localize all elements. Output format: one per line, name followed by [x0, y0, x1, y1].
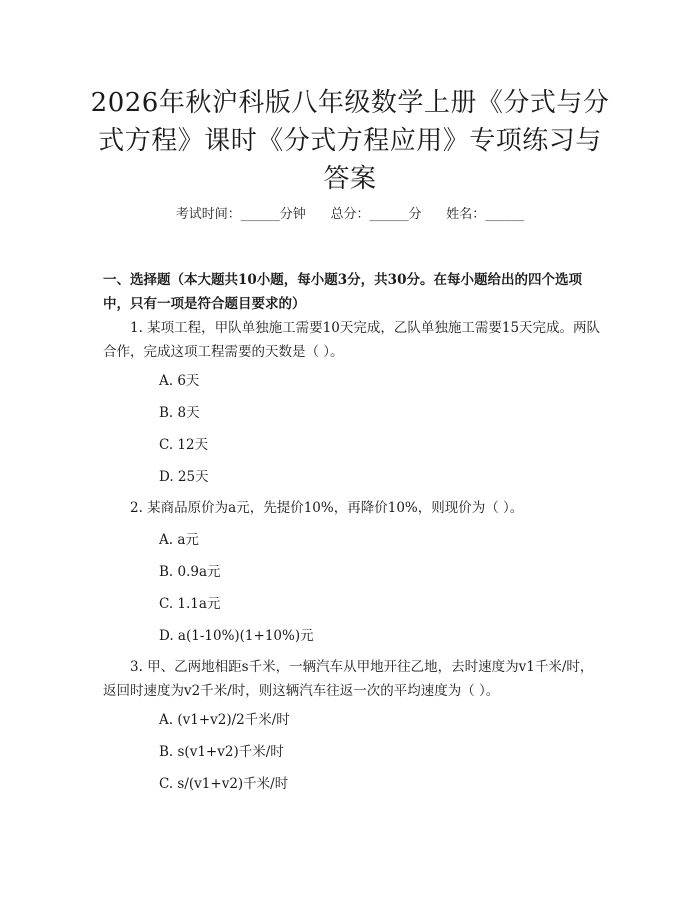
question-3: 3. 甲、乙两地相距s千米，一辆汽车从甲地开往乙地，去时速度为v1千米/时，返回时速度为v2千米/时，则这辆汽车往返一次的平均速度为（ ）。: [103, 659, 594, 699]
question-1-option-d: D. 25天: [159, 469, 209, 485]
document-title: 2026年秋沪科版八年级数学上册《分式与分式方程》课时《分式方程应用》专项练习与答案: [90, 88, 610, 194]
question-1-option-b: B. 8天: [159, 405, 200, 421]
section-heading-choice: 一、选择题（本大题共10小题，每小题3分，共30分。在每小题给出的四个选项中，只有一项是符合题目要求的）: [103, 272, 582, 312]
question-1-option-c: C. 12天: [159, 437, 209, 453]
question-2-option-c: C. 1.1a元: [159, 596, 221, 612]
question-2: 2. 某商品原价为a元，先提价10%，再降价10%，则现价为（ ）。: [130, 500, 524, 516]
question-2-option-d: D. a(1-10%)(1+10%)元: [159, 628, 314, 644]
exam-info-line: 考试时间：______分钟 总分：______分 姓名：______: [175, 207, 525, 222]
question-2-option-a: A. a元: [159, 532, 199, 548]
question-1: 1. 某项工程，甲队单独施工需要10天完成，乙队单独施工需要15天完成。两队合作，完成这项工程需要的天数是（ ）。: [103, 320, 601, 360]
question-1-option-a: A. 6天: [159, 373, 200, 389]
question-2-option-b: B. 0.9a元: [159, 564, 221, 580]
question-3-option-a: A. (v1+v2)/2千米/时: [159, 712, 290, 728]
question-3-option-b: B. s(v1+v2)千米/时: [159, 744, 284, 760]
question-3-option-c: C. s/(v1+v2)千米/时: [159, 776, 289, 792]
